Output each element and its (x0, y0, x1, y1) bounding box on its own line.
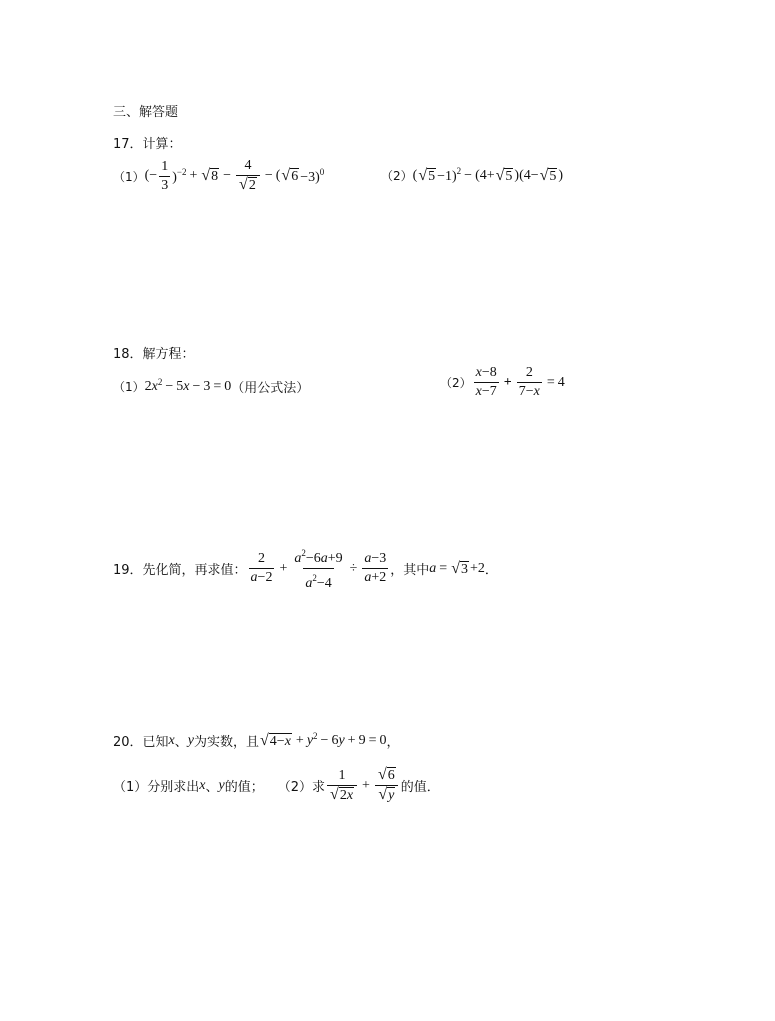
fraction-a-minus-3-over-a-plus-2: $\frac{a-3}{a+2}$ (364, 551, 387, 585)
q18-heading: 18．解方程： (113, 347, 195, 362)
fraction-a-squared-expression: $\frac{a^2-6a+9}{a^2-4}$ (294, 548, 343, 591)
q20-label: 20．已知 (113, 735, 169, 750)
q19-mid: ，其中 (390, 563, 430, 578)
fraction-four-over-root-two: 4 √ 2 (236, 158, 260, 194)
fraction-one-over-root-2x: 1 √ 2x (327, 768, 357, 804)
q18-part2-label: （2） (440, 376, 472, 390)
q20-part1-end: 的值； (224, 780, 264, 795)
q20-sep: 、 (174, 735, 188, 750)
q20-part1-sep: 、 (205, 780, 219, 795)
q18-part1: （1） 2 x $^2$ − 5 x − 3 = 0 （用公式法） (113, 377, 310, 396)
q18-part2: （2） $\frac{x-8}{x-7}$ + $\frac{2}{7-x}$ = 4 (440, 365, 565, 399)
q20-statement: 20．已知 x 、 y 为实数，且 √ 4−x + y $^2$ − 6 y + 9 = 0 ， (113, 731, 400, 750)
q18-part1-label: （1） (113, 380, 145, 394)
q17-heading: 17．计算： (113, 137, 182, 152)
q20-part1-label: （1）分别求出 (113, 780, 200, 795)
fraction-root6-over-root-y: √ 6 √ y (375, 767, 399, 804)
fraction-one-third: $\frac{1}{3}$ (161, 158, 169, 193)
q20-part2-end: 的值． (400, 780, 440, 795)
q17-part2: （2） ( √ 5 −1)$^2$ − (4+ √ 5 )(4− √ 5 ) (381, 166, 564, 184)
fraction-x-minus-8: $\frac{x-8}{x-7}$ (475, 365, 497, 399)
fraction-two-over-seven-minus-x: $\frac{2}{7-x}$ (518, 365, 540, 399)
q19-end: ． (484, 563, 498, 578)
q20-part2-label: （2）求 (277, 780, 326, 795)
q19: 19．先化简，再求值： $\frac{2}{a-2}$ + $\frac{a^2-6a+9}{a^2-4}$ ÷ $\frac{a-3}{a+2}$ ，其中 a = √ 3 +2 ． (113, 545, 498, 592)
fraction-two-over-a-minus-2: $\frac{2}{a-2}$ (250, 551, 273, 585)
q20-parts: （1）分别求出 x 、 y 的值； （2）求 1 √ 2x + √ 6 √ y 的值． (113, 766, 440, 803)
q17-part2-label: （2） (381, 169, 413, 183)
q17-part1: （1） (− $\frac{1}{3}$ )$^{-2}$ + √ 8 − 4 √ 2 − ( √ 6 −3)$^0$ (113, 158, 325, 193)
q19-label: 19．先化简，再求值： (113, 563, 247, 578)
q20-comma: ， (386, 735, 400, 750)
q20-text: 为实数，且 (194, 735, 260, 750)
section-title: 三、解答题 (113, 105, 179, 120)
q17-part1-label: （1） (113, 169, 145, 184)
q18-part1-note: （用公式法） (231, 381, 310, 396)
